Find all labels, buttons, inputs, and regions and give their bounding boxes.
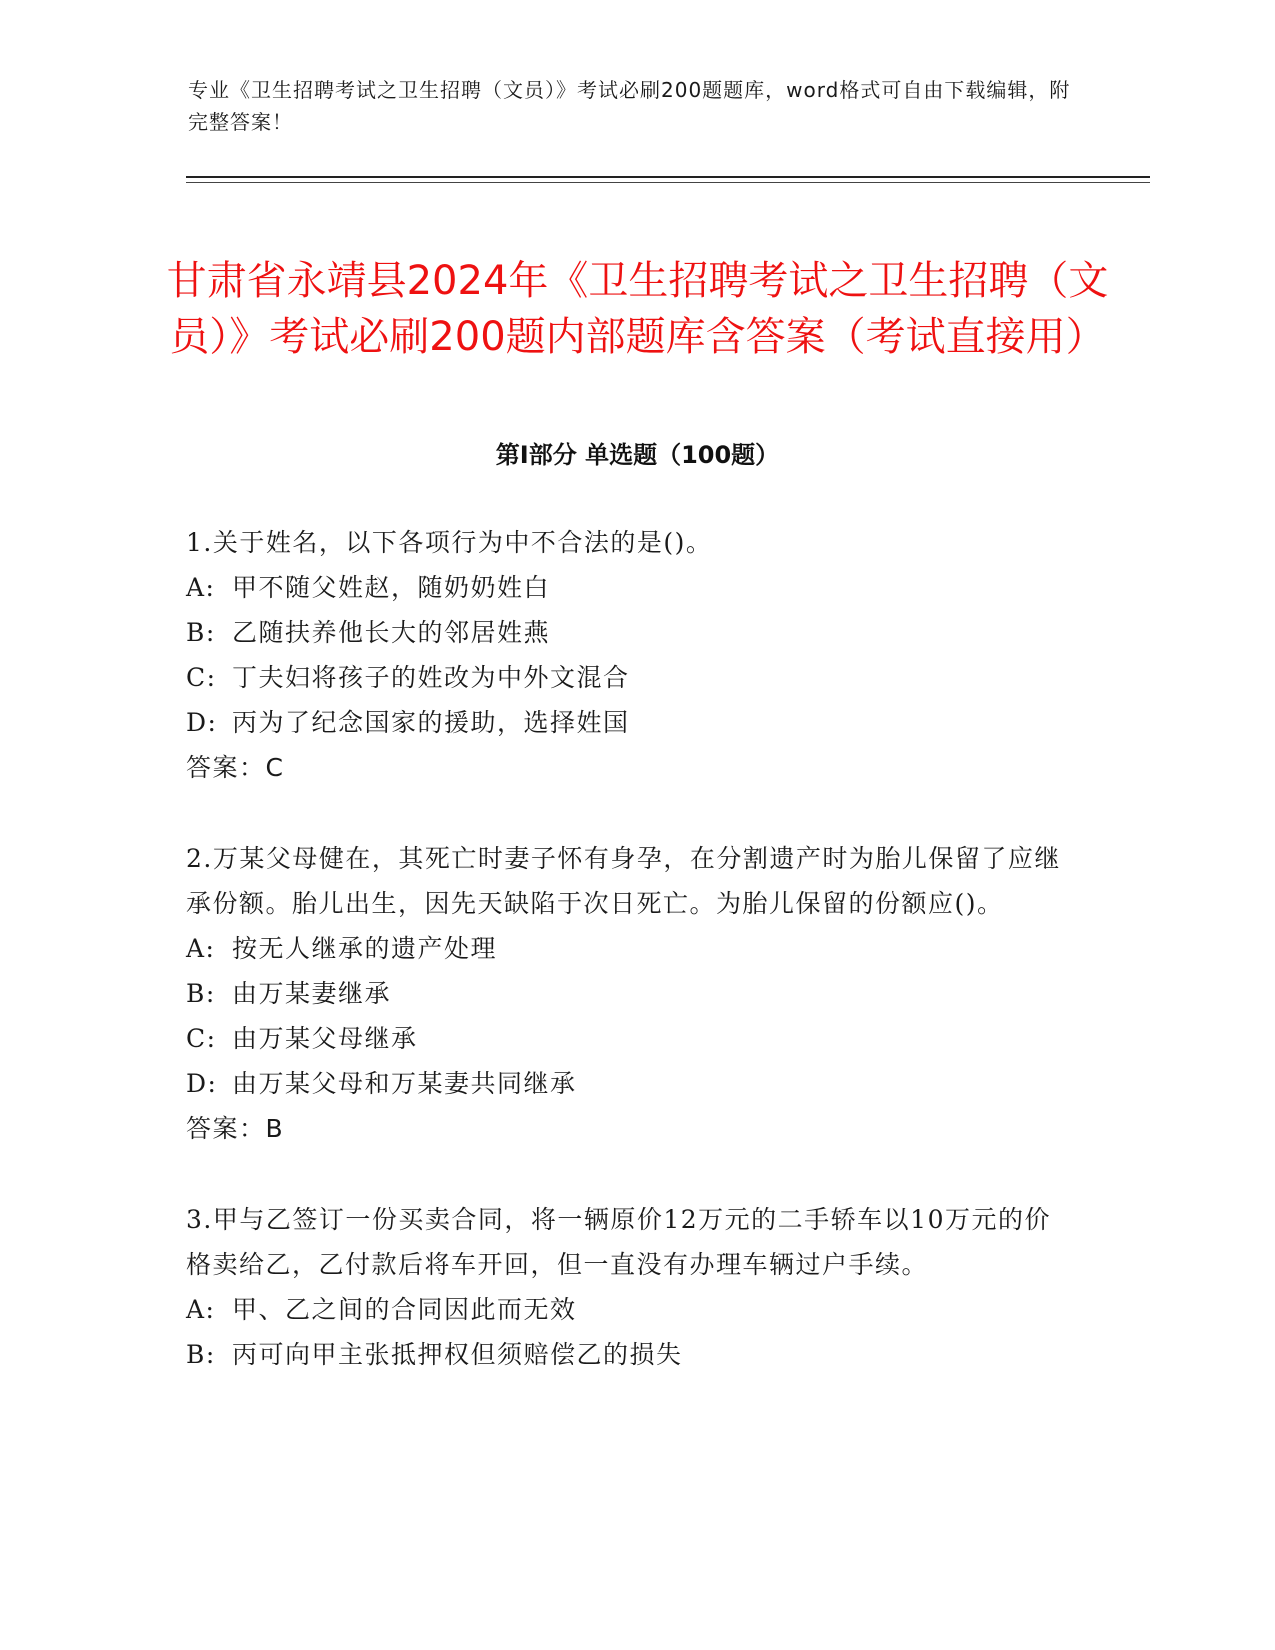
option-text: 丙可向甲主张抵押权但须赔偿乙的损失 bbox=[232, 1340, 683, 1369]
document-title: 甘肃省永靖县2024年《卫生招聘考试之卫生招聘（文员）》考试必刷200题内部题库含答案（考试直接用） bbox=[166, 257, 1109, 360]
option-text: 甲不随父姓赵，随奶奶姓白 bbox=[232, 573, 551, 602]
header-divider bbox=[186, 176, 1150, 178]
option-text: 甲、乙之间的合同因此而无效 bbox=[232, 1295, 577, 1324]
option-d bbox=[186, 700, 1066, 745]
option-c bbox=[186, 1016, 1066, 1061]
option-label: B: bbox=[186, 979, 216, 1008]
question-stem: 3.甲与乙签订一份买卖合同，将一辆原价12万元的二手轿车以10万元的价格卖给乙，乙付款后将车开回，但一直没有办理车辆过户手续。 bbox=[186, 1205, 1051, 1279]
option-text: 丁夫妇将孩子的姓改为中外文混合 bbox=[232, 663, 630, 692]
answer-text: 答案：C bbox=[186, 753, 285, 782]
answer-text: 答案：B bbox=[186, 1114, 285, 1143]
question-stem: 2.万某父母健在，其死亡时妻子怀有身孕，在分割遗产时为胎儿保留了应继承份额。胎儿出生，因先天缺陷于次日死亡。为胎儿保留的份额应()。 bbox=[186, 844, 1061, 918]
option-a bbox=[186, 926, 1066, 971]
header-divider-thin bbox=[186, 182, 1150, 183]
option-label: B: bbox=[186, 1340, 216, 1369]
option-text: 由万某妻继承 bbox=[232, 979, 392, 1008]
question-3 bbox=[186, 1197, 1066, 1377]
option-a bbox=[186, 1287, 1066, 1332]
option-label: C: bbox=[186, 1024, 217, 1053]
option-label: A: bbox=[186, 934, 216, 963]
question-stem: 1.关于姓名，以下各项行为中不合法的是()。 bbox=[186, 528, 713, 557]
option-text: 乙随扶养他长大的邻居姓燕 bbox=[232, 618, 551, 647]
option-text: 按无人继承的遗产处理 bbox=[232, 934, 498, 963]
option-label: D: bbox=[186, 1069, 218, 1098]
option-label: D: bbox=[186, 708, 218, 737]
option-a bbox=[186, 565, 1066, 610]
option-b bbox=[186, 971, 1066, 1016]
option-c bbox=[186, 655, 1066, 700]
option-d bbox=[186, 1061, 1066, 1106]
question-2 bbox=[186, 836, 1066, 1151]
intro-text: 专业《卫生招聘考试之卫生招聘（文员）》考试必刷200题题库，word格式可自由下载编辑，附完整答案！ bbox=[188, 78, 1071, 134]
option-label: B: bbox=[186, 618, 216, 647]
option-text: 丙为了纪念国家的援助，选择姓国 bbox=[232, 708, 630, 737]
option-label: A: bbox=[186, 1295, 216, 1324]
option-label: C: bbox=[186, 663, 217, 692]
question-1 bbox=[186, 520, 1066, 790]
option-text: 由万某父母和万某妻共同继承 bbox=[232, 1069, 577, 1098]
option-text: 由万某父母继承 bbox=[232, 1024, 418, 1053]
option-b bbox=[186, 610, 1066, 655]
option-label: A: bbox=[186, 573, 216, 602]
section-heading: 第Ⅰ部分 单选题（100题） bbox=[495, 441, 780, 469]
question-list bbox=[186, 520, 1066, 1377]
option-b bbox=[186, 1332, 1066, 1377]
